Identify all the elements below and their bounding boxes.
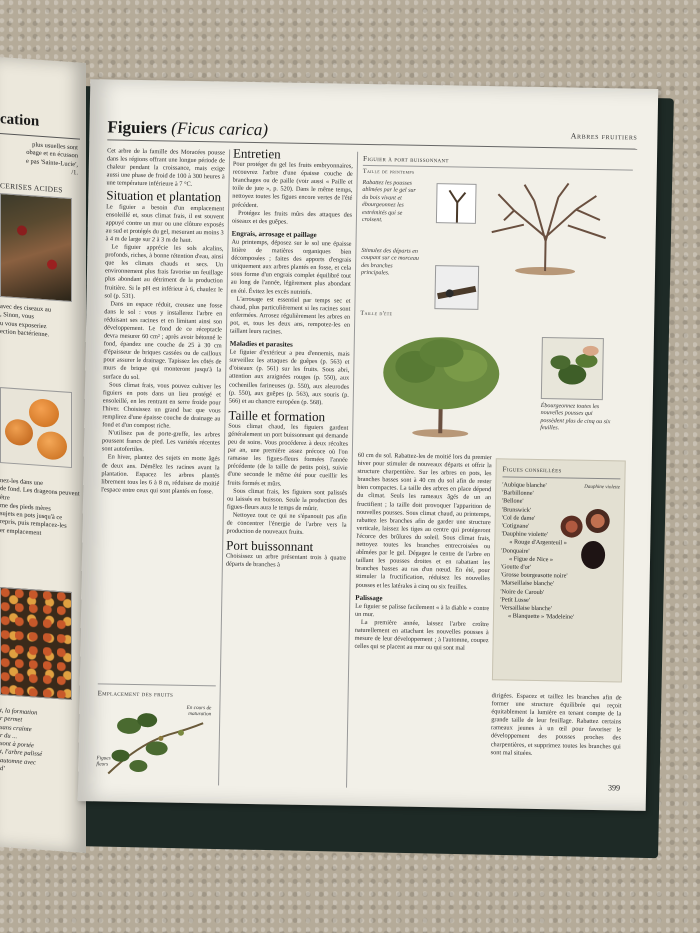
currant-photo [0,587,72,700]
caption-figues-fleurs: Figues fleurs [96,755,111,768]
variety-item: 'Brunswick' [501,505,531,514]
para-col4: dirigées. Espacez et taillez les branches afin de former une structure équilibrée qui reçoit équitablement la lumière en tenant compte de la grande taille de leur feuillage. Rabattez certains rameaux jeunes à un œil pour favoriser le développement des pousses proches des charpentières, et supprimez toutes les branches qui sont mal situées. [490,692,622,757]
heading-port: Port buissonnant [226,537,314,555]
para-engrais-2: L'arrosage est essentiel par temps sec et chaud, plus particulièrement si les racines sont enfermées. Arrosez régulièrement les arbres en pot, et, tous les deux ans, rempotez-les en taillant leurs racines. [229,295,351,336]
left-bottom-text: t, la formation r permet sans crainte r du ... sont à portée t, l'arbre palissé automne avec d' [0,706,43,773]
cherry-photo [0,193,72,302]
para-taille-1: Sous climat chaud, les figuiers gardent généralement un port buissonnant qui demande peu de soins. Vous procéderez à deux récoltes par an, une première assez précoce où l'on ramasse les figues-fleurs formées l'année précédente (de la taille de petits pois), suivie d'une seconde le même été pour cueillir les fruits formés et mûrs. [227,422,349,488]
para-taille-2: Sous climat frais, les figuiers sont palissés ou laissés en buisson. Seule la production des figues-fleurs aura le temps de mûrir. [226,487,348,512]
winter-tree-illustration [483,180,615,278]
variety-item: 'Bellone' [501,497,524,506]
caption-ebourgeonnez: Ébourgeonnez toutes les nouvelles pousses qui possèdent plus de cinq ou six feuilles. [540,403,611,432]
column-4 [491,692,622,759]
fig-fruits-illustration [556,502,622,593]
detail-cut-2 [434,265,479,310]
summer-tree-illustration [374,328,506,440]
para-port: Choisissez un arbre présentant trois à quatre départs de branches à [225,552,347,569]
variety-item: 'Aubique blanche' [502,481,547,490]
variety-photo-caption: Dauphine violette [584,484,621,491]
page-title [107,117,268,140]
variety-item: 'Grosse bourgeasotte noire' [500,571,568,580]
branch-cut-icon [435,266,480,311]
para-situation-3: Dans un espace réduit, creusez une fosse dans le sol : vous y installerez l'arbre en réduisant ses racines et en limitant ainsi son développement. Le fond de ce réceptacle devra mesurer 60 cm² ; après avoir bétonné le fond, épandez une couche de 25 à 30 cm d'épaisseur de briques cassées ou de cailloux pour assurer le drainage. Tapissez les côtés de murs de brique qui monteront jusqu'à la surface du sol. [103,300,223,381]
variety-item: 'Donquaire' [501,546,530,555]
left-page [0,57,86,853]
left-top-text: plus usuelles sont obage et en écusson e pas 'Sainte-Lucie', /1. [26,141,78,177]
variety-item: 'Goutte d'or' [500,563,531,571]
left-heading: cation [0,110,40,130]
para-maladies: Le figuier d'extérieur a peu d'ennemis, mais surveillez les attaques de guêpes (p. 563) et d'oiseaux (p. 561) sur les fruits. Sous abri, attention aux araignées rouges (p. 550), aux cochenilles farineuses (p. 550), aux aleurodes (p. 550), aux guêpes (p. 563), aux souris (p. 566) et au chancre européen (p. 568). [228,348,350,406]
heading-taille: Taille et formation [228,407,326,425]
variety-item: « Rouge d'Argenteuil » [509,538,567,547]
heading-maladies: Maladies et parasites [229,339,293,349]
apricot-photo [0,387,72,468]
para-taille-3: Nettoyez tout ce qui ne s'épanouit pas afin de concentrer l'énergie de l'arbre vers la production de nouveaux fruits. [226,511,347,537]
column-3 [354,452,491,654]
caption-stimulez: Stimulez des départs en coupant sur ce morceau des branches principales. [360,247,419,277]
variety-item: 'Petit Lusse' [500,596,530,604]
left-mid-text: avec des ciseaux au , Sinon, vous u vous exposeriez ection bactérienne. [0,302,52,339]
heading-palissage: Palissage [355,593,383,602]
variety-item: « Blanquette » 'Madeleine' [507,612,575,621]
diagram-sub-ete: Taille d'été [360,309,393,318]
variety-item: 'Noire de Caroub' [500,587,544,596]
para-palissage-1: Le figuier se palisse facilement « à la diable » contre un mur. [354,602,490,618]
para-situation-1: Le figuier a besoin d'un emplacement ensoleillé et, sous climat frais, il est souvent appuyé contre un mur ou une clôture exposés au sud et protégés du gel, mesurant au moins 3 à 4 m de large sur 2 à 3 m de haut. [105,202,225,244]
para-situation-6: En hiver, plantez des sujets en motte âgés de deux ans. Démêlez les racines avant la plantation. Espacez les arbres plantés librement tous les 6 à 8 m, réduisez de moitié l'espace entre ceux qui sont plantés en fosse. [101,453,220,496]
column-2 [225,145,353,572]
para-entretien-2: Protégez les fruits mûrs des attaques des oiseaux et des guêpes. [231,209,353,226]
heading-emplacement: Emplacement des fruits [97,689,174,699]
variety-item: 'Marseillaise blanche' [500,579,554,588]
para-palissage-2: La première année, laissez l'arbre croître naturellement en attachant les nouvelles pousses à mesure de leur développement ; à l'automne, coupez celles qui se placent au mur ou qui sont mal [354,618,489,652]
variety-item: « Figue de Nice » [508,555,554,564]
heading-entretien: Entretien [232,145,281,162]
diagram-sub-printemps: Taille de printemps [362,167,415,176]
title-latin: (Ficus carica) [171,118,269,140]
caption-gel: Rabattez les pousses abîmées par le gel sur du bois vivant et ébourgeonnez les extrémités qui se croisent. [361,179,416,224]
caption-maturation: En cours de maturation [186,704,212,718]
para-situation-5: N'utilisez pas de porte-greffe, les arbres poussent francs de pied. Les variétés récentes sont autofertiles. [101,429,221,454]
heading-engrais: Engrais, arrosage et paillage [231,229,317,239]
section-header: Arbres fruitiers [570,131,638,142]
diagram-heading: Figuier à port buissonnant [362,153,449,165]
left-caption-cerises: CERISES ACIDES [0,180,63,195]
variety-item: 'Cotignane' [501,522,530,530]
variety-item: 'Dauphine violette' [501,530,548,539]
heading-situation: Situation et plantation [106,187,222,205]
leaf-pinch-icon [542,338,605,401]
twig-icon [437,184,478,225]
variety-item: 'Barbillonne' [502,489,534,498]
left-lower-text: nez-les dans une de fond. Les drageons peuvent être me des pieds mères sujets en pots jusqu'à ce repris, puis remplacez-les er emplacement [0,476,80,537]
varieties-heading: Figues conseillées [502,465,562,475]
page-number: 399 [607,783,621,793]
para-situation-2: Le figuier apprécie les sols alcalins, profonds, riches, à bonne rétention d'eau, ainsi que les climats chauds et secs. Un environnement plus frais favorise un feuillage plus abondant au détriment de la production fruitière. Si le pH est inférieur à 6, chaulez le sol (p. 531). [104,243,224,300]
para-col3-1: 60 cm du sol. Rabattez-les de moitié lors du premier hiver pour stimuler de nouveaux départs et offrir la structure charpentière. Sur les arbres en pots, les branches basses sont à 40 cm du sol afin de rester bien compactes. La taille des arbres en place dépend du climat. Seuls les rameaux âgés de un an fructifient ; la taille doit provoquer l'apparition de nouvelles pousses. Sous climat chaud, au printemps, rabattez les branches afin de garder une structure verticale, laissez les tiges au centre qui protégeront l'écorce des brûlures du soleil. Sous climat frais, nettoyez toutes les branches entrecroisées ou abîmées par le gel. Dégagez le centre de l'arbre en taillant les pousses droites et en rabattant les branches basses au ras d'un nœud. En été, pour stimuler la fructification, réduisez les nouvelles pousses et les latérales à cinq ou six feuilles. [355,451,492,591]
detail-cut-1 [436,183,477,224]
variety-item: 'Versaillaise blanche' [500,604,552,613]
right-page [78,79,659,811]
varieties-box [492,458,626,682]
para-entretien-1: Pour protéger du gel les fruits embryonnaires, recouvrez l'arbre d'une épaisse couche de branchages ou de paille (voir aussi « Paille et toile de jute », p. 520). Dans le même temps, nettoyez toutes les figues encore vertes de l'été précédent. [232,160,353,209]
para-situation-4: Sous climat frais, vous pouvez cultiver les figuiers en pots dans un lieu protégé et ensoleillé, en les rentrant en serre froide pour l'hiver. Choisissez un grand bac que vous remplirez d'une épaisse couche de drainage au fond et d'un compost riche. [102,381,222,430]
column-1 [101,147,225,496]
variety-item: 'Col de dame' [501,514,536,522]
summer-detail-photo [541,337,604,400]
para-engrais-1: Au printemps, déposez sur le sol une épaisse litière de matières organiques bien décomposées ; faites des apports d'engrais uniquement aux arbres plantés en fosse, et cela sous forme d'un engrais complet équilibré tout au long de l'année, légèrement plus abondant en été. Évitez les excès nutritifs. [230,238,352,296]
intro-text: Cet arbre de la famille des Moracées pousse dans les régions offrant une longue période de chaleur pendant la croissance, mais exige aussi une phase de froid de 100 à 300 heures à une température inférieure à 7 °C. [106,147,226,189]
title-main: Figuiers [107,117,168,138]
